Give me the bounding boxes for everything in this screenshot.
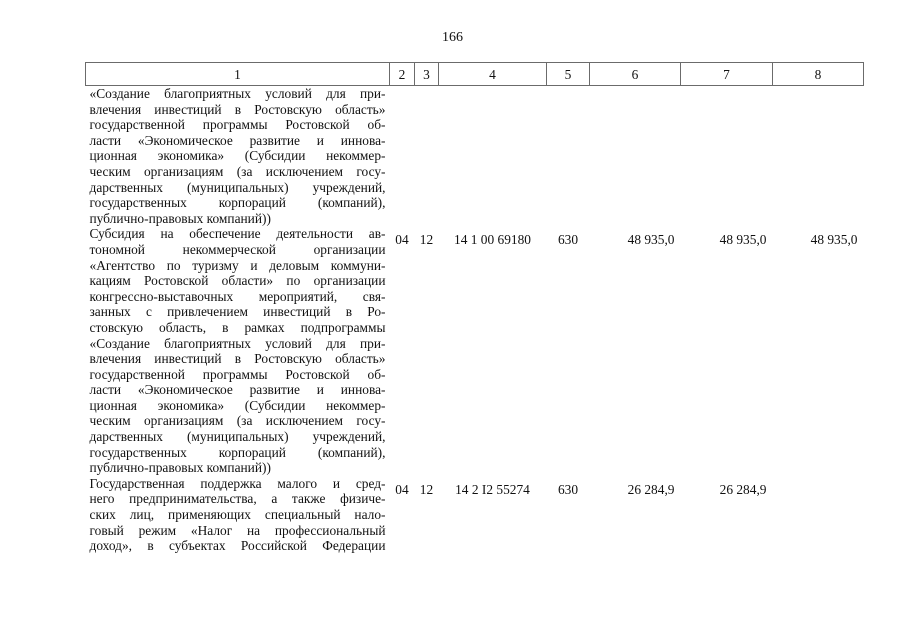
text-line: влечения инвестиций в Ростовскую область» — [89, 351, 386, 367]
text-line: тономной некоммерческой организации — [89, 241, 386, 257]
cell-target-article — [439, 86, 547, 227]
header-col-4: 4 — [439, 63, 547, 86]
text-line: государственных корпораций (компаний), — [89, 444, 386, 460]
text-line: кациям Ростовской области» по организации — [89, 273, 386, 289]
text-line: стовскую область, в рамках подпрограммы — [89, 319, 386, 335]
text-line: доход», в субъектах Российской Федерации — [89, 538, 386, 554]
cell-amount-year2: 26 284,9 — [719, 481, 767, 497]
cell-amount-year1: 48 935,0 — [627, 232, 675, 248]
header-col-1: 1 — [86, 63, 390, 86]
text-line: государственных корпораций (компаний), — [89, 195, 386, 211]
cell-subsection: 12 — [419, 481, 434, 497]
text-line: государственной программы Ростовской об- — [89, 366, 386, 382]
cell-amount-year3 — [773, 476, 864, 554]
text-line: влечения инвестиций в Ростовскую область» — [89, 101, 386, 117]
cell-expense-type: 630 — [557, 232, 579, 248]
cell-amount-year1: 26 284,9 — [627, 481, 675, 497]
text-line: государственной программы Ростовской об- — [89, 117, 386, 133]
cell-subsection — [415, 86, 439, 227]
text-line: «Создание благоприятных условий для при- — [89, 86, 386, 101]
text-line: говый режим «Налог на профессиональный — [89, 522, 386, 538]
header-col-2: 2 — [390, 63, 415, 86]
text-line: публично-правовых компаний)) — [89, 210, 271, 226]
row-description — [86, 86, 390, 227]
text-line: ласти «Экономическое развитие и иннова- — [89, 132, 386, 148]
cell-section: 04 — [395, 232, 409, 248]
text-line: публично-правовых компаний)) — [89, 460, 271, 476]
cell-amount-year2: 48 935,0 — [719, 232, 767, 248]
row-description — [86, 226, 390, 476]
budget-table — [85, 62, 864, 554]
cell-amount-year3: 48 935,0 — [810, 232, 858, 248]
header-col-7: 7 — [681, 63, 773, 86]
cell-subsection: 12 — [419, 232, 434, 248]
text-line: дарственных (муниципальных) учреждений, — [89, 429, 386, 445]
text-line: ческим организациям (за исключением госу- — [89, 413, 386, 429]
cell-section — [390, 86, 415, 227]
cell-amount-year2 — [681, 86, 773, 227]
text-line: Государственная поддержка малого и сред- — [89, 475, 386, 491]
header-col-3: 3 — [415, 63, 439, 86]
text-line: ческим организациям (за исключением госу- — [89, 163, 386, 179]
text-line: ционная экономика» (Субсидии некоммер- — [89, 148, 386, 164]
text-line: «Создание благоприятных условий для при- — [89, 335, 386, 351]
cell-expense-type: 630 — [557, 481, 579, 497]
cell-amount-year3 — [773, 86, 864, 227]
text-line: конгрессно-выставочных мероприятий, свя- — [89, 288, 386, 304]
page-number: 166 — [442, 30, 463, 45]
text-line: ласти «Экономическое развитие и иннова- — [89, 382, 386, 398]
text-line: ционная экономика» (Субсидии некоммер- — [89, 397, 386, 413]
text-line: дарственных (муниципальных) учреждений, — [89, 179, 386, 195]
header-col-5: 5 — [547, 63, 590, 86]
text-line: ских лиц, применяющих специальный нало- — [89, 507, 386, 523]
text-line: «Агентство по туризму и деловым коммуни- — [89, 257, 386, 273]
cell-amount-year1 — [590, 86, 681, 227]
cell-target-article: 14 1 00 69180 — [454, 232, 531, 248]
cell-expense-type — [547, 86, 590, 227]
table-row — [86, 226, 864, 476]
text-line: него предпринимательства, а также физиче- — [89, 491, 386, 507]
table-row — [86, 86, 864, 227]
header-col-8: 8 — [773, 63, 864, 86]
cell-target-article: 14 2 I2 55274 — [455, 481, 530, 497]
table-row — [86, 476, 864, 554]
cell-section: 04 — [395, 481, 409, 497]
text-line: Субсидия на обеспечение деятельности ав- — [89, 226, 386, 242]
header-col-6: 6 — [590, 63, 681, 86]
text-line: занных с привлечением инвестиций в Ро- — [89, 304, 386, 320]
row-description — [86, 476, 390, 554]
header-row — [86, 63, 864, 86]
